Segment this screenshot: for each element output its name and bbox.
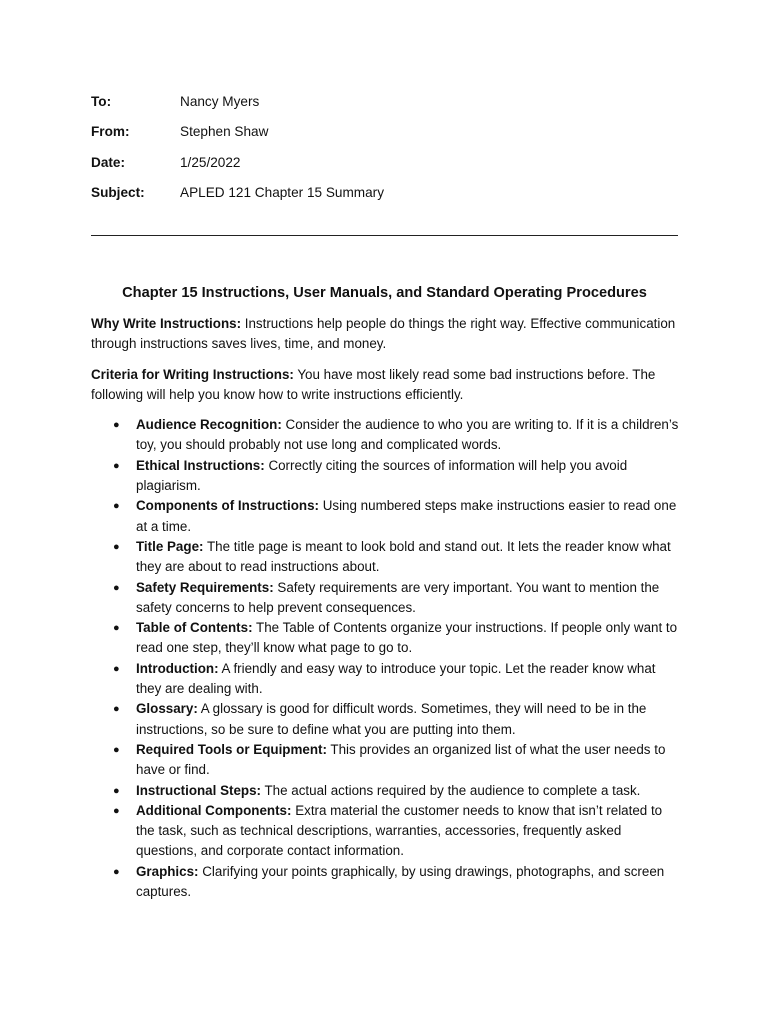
list-item [91, 659, 681, 700]
criteria-list [91, 415, 681, 902]
bullet-dot-icon: ● [113, 865, 120, 878]
bullet-dot-icon: ● [113, 804, 120, 817]
bullet-dot-icon: ● [113, 500, 120, 513]
list-item-lead: Graphics: [136, 863, 199, 879]
list-item-text: This provides an organized list of what the user needs to have or find. [136, 741, 666, 778]
paragraph [91, 365, 681, 406]
document-body [91, 314, 681, 902]
memo-subject-row [91, 184, 681, 214]
paragraph [91, 314, 681, 355]
list-item-lead: Additional Components: [136, 802, 292, 818]
list-item-text: Correctly citing the sources of information will help you avoid plagiarism. [136, 457, 628, 494]
list-item-lead: Instructional Steps: [136, 782, 261, 798]
memo-from-label: From: [91, 124, 130, 140]
bullet-dot-icon: ● [113, 581, 120, 594]
list-item [91, 781, 681, 801]
memo-subject-label: Subject: [91, 184, 145, 200]
list-item [91, 496, 681, 537]
memo-from-row [91, 123, 681, 153]
list-item-lead: Audience Recognition: [136, 417, 282, 433]
list-item-text: A glossary is good for difficult words. Sometimes, they will need to be in the instructions, so be sure to define what you are putting into them. [136, 701, 647, 737]
list-item-text: Consider the audience to who you are writing to. If it is a children’s toy, you should probably not use long and complicated words. [136, 417, 679, 453]
list-item-lead: Required Tools or Equipment: [136, 741, 327, 757]
list-item [91, 618, 681, 659]
memo-date-row [91, 154, 681, 184]
bullet-dot-icon: ● [113, 784, 120, 797]
list-item [91, 801, 681, 862]
list-item [91, 537, 681, 578]
list-item [91, 862, 681, 903]
bullet-dot-icon: ● [113, 459, 120, 472]
bullet-dot-icon: ● [113, 703, 120, 716]
memo-header [91, 93, 681, 214]
list-item-lead: Table of Contents: [136, 620, 253, 636]
list-item [91, 456, 681, 497]
list-item-text: Using numbered steps make instructions easier to read one at a time. [136, 498, 677, 534]
list-item-text: Safety requirements are very important. You want to mention the safety concerns to help prevent consequences. [136, 579, 660, 615]
memo-date-value: 1/25/2022 [180, 154, 241, 170]
bullet-dot-icon: ● [113, 743, 120, 756]
list-item [91, 578, 681, 619]
memo-date-label: Date: [91, 154, 125, 170]
list-item-lead: Ethical Instructions: [136, 457, 265, 473]
list-item-lead: Title Page: [136, 538, 204, 554]
chapter-heading: Chapter 15 Instructions, User Manuals, and Standard Operating Procedures [122, 285, 647, 301]
list-item-lead: Components of Instructions: [136, 498, 319, 514]
memo-to-value: Nancy Myers [180, 94, 260, 109]
bullet-dot-icon: ● [113, 419, 120, 432]
list-item [91, 699, 681, 740]
list-item-text: A friendly and easy way to introduce your topic. Let the reader know what they are dealing with. [136, 660, 656, 697]
list-item-text: Extra material the customer needs to know that isn’t related to the task, such as technical descriptions, warranties, accessories, frequently asked questions, and corporate contact information. [136, 802, 663, 859]
bullet-dot-icon: ● [113, 622, 120, 635]
paragraph-lead: Criteria for Writing Instructions: [91, 366, 294, 382]
list-item [91, 740, 681, 781]
memo-to-row [91, 93, 681, 123]
paragraph-text: You have most likely read some bad instructions before. The following will help you know how to write instructions efficiently. [91, 366, 656, 402]
list-item-lead: Glossary: [136, 701, 198, 717]
memo-from-value: Stephen Shaw [180, 124, 269, 140]
list-item-text: The actual actions required by the audience to complete a task. [261, 782, 641, 798]
memo-to-label: To: [91, 94, 112, 109]
list-item [91, 415, 681, 456]
list-item-lead: Introduction: [136, 660, 219, 676]
paragraph-lead: Why Write Instructions: [91, 316, 242, 331]
memo-subject-value: APLED 121 Chapter 15 Summary [180, 184, 385, 200]
header-divider [91, 235, 678, 236]
list-item-text: The title page is meant to look bold and stand out. It lets the reader know what they are about to read instructions about. [136, 538, 671, 575]
list-item-text: The Table of Contents organize your instructions. If people only want to read one step, they’ll know what page to go to. [136, 620, 678, 656]
list-item-text: Clarifying your points graphically, by using drawings, photographs, and screen captures. [136, 863, 665, 900]
bullet-dot-icon: ● [113, 540, 120, 553]
list-item-lead: Safety Requirements: [136, 579, 274, 595]
bullet-dot-icon: ● [113, 662, 120, 675]
paragraph-text: Instructions help people do things the right way. Effective communication through instructions saves lives, time, and money. [91, 316, 676, 352]
